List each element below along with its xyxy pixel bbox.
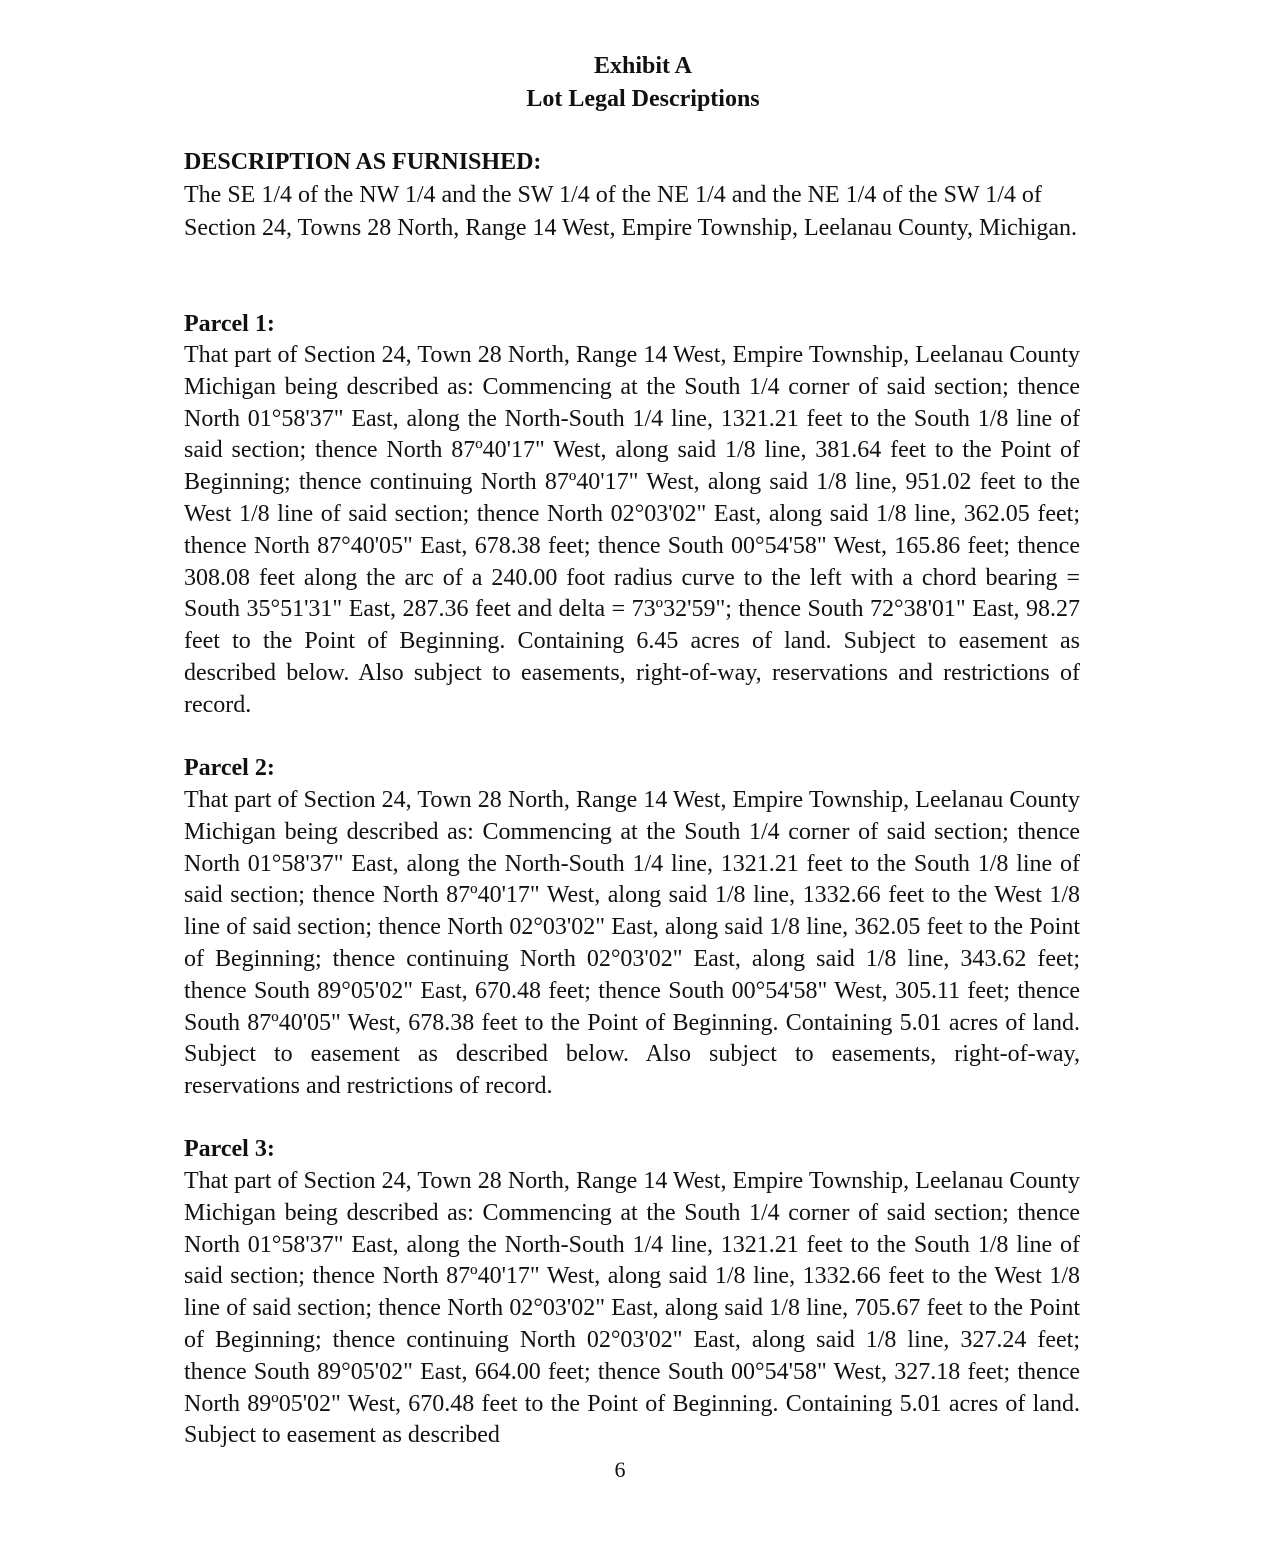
description-text: The SE 1/4 of the NW 1/4 and the SW 1/4 of the NE 1/4 and the NE 1/4 of the SW 1/4 of Section 24, Towns 28 North, Range 14 West, Empire Township, Leelanau County, Michigan. [184, 182, 1078, 241]
exhibit-title: Exhibit A [593, 53, 693, 79]
parcel-1-heading: Parcel 1: [184, 311, 275, 337]
description-heading: DESCRIPTION AS FURNISHED: [184, 149, 542, 175]
parcel-2-heading: Parcel 2: [184, 755, 275, 781]
parcel-3-heading: Parcel 3: [184, 1136, 275, 1162]
parcel-3-text: That part of Section 24, Town 28 North, Range 14 West, Empire Township, Leelanau County Michigan being described as: Commencing at the South 1/4 corner of said section; thence North 01°58'37" East, along the North-South 1/4 line, 1321.21 feet to the South 1/8 line of said section; thence North 87º40'17" West, along said 1/8 line, 1332.66 feet to the West 1/8 line of said section; thence North 02°03'02" East, along said 1/8 line, 705.67 feet to the Point of Beginning; thence continuing North 02°03'02" East, along said 1/8 line, 327.24 feet; thence South 89°05'02" East, 664.00 feet; thence South 00°54'58" West, 327.18 feet; thence North 89º05'02" West, 670.48 feet to the Point of Beginning. Containing 5.01 acres of land. Subject to easement as described [184, 1168, 1080, 1449]
parcel-1-text: That part of Section 24, Town 28 North, Range 14 West, Empire Township, Leelanau County Michigan being described as: Commencing at the South 1/4 corner of said section; thence North 01°58'37" East, along the North-South 1/4 line, 1321.21 feet to the South 1/8 line of said section; thence North 87º40'17" West, along said 1/8 line, 381.64 feet to the Point of Beginning; thence continuing North 87º40'17" West, along said 1/8 line, 951.02 feet to the West 1/8 line of said section; thence North 02°03'02" East, along said 1/8 line, 362.05 feet; thence North 87°40'05" East, 678.38 feet; thence South 00°54'58" West, 165.86 feet; thence 308.08 feet along the arc of a 240.00 foot radius curve to the left with a chord bearing = South 35°51'31" East, 287.36 feet and delta = 73º32'59"; thence South 72°38'01" East, 98.27 feet to the Point of Beginning. Containing 6.45 acres of land. Subject to easement as described below. Also subject to easements, right-of-way, reservations and restrictions of record. [184, 342, 1080, 718]
exhibit-subtitle: Lot Legal Descriptions [526, 86, 760, 112]
parcel-2-text: That part of Section 24, Town 28 North, Range 14 West, Empire Township, Leelanau County Michigan being described as: Commencing at the South 1/4 corner of said section; thence North 01°58'37" East, along the North-South 1/4 line, 1321.21 feet to the South 1/8 line of said section; thence North 87º40'17" West, along said 1/8 line, 1332.66 feet to the West 1/8 line of said section; thence North 02°03'02" East, along said 1/8 line, 362.05 feet to the Point of Beginning; thence continuing North 02°03'02" East, along said 1/8 line, 343.62 feet; thence South 89°05'02" East, 670.48 feet; thence South 00°54'58" West, 305.11 feet; thence South 87º40'05" West, 678.38 feet to the Point of Beginning. Containing 5.01 acres of land. Subject to easement as described below. Also subject to easements, right-of-way, reservations and restrictions of record. [184, 787, 1080, 1100]
page-number: 6 [614, 1457, 626, 1482]
